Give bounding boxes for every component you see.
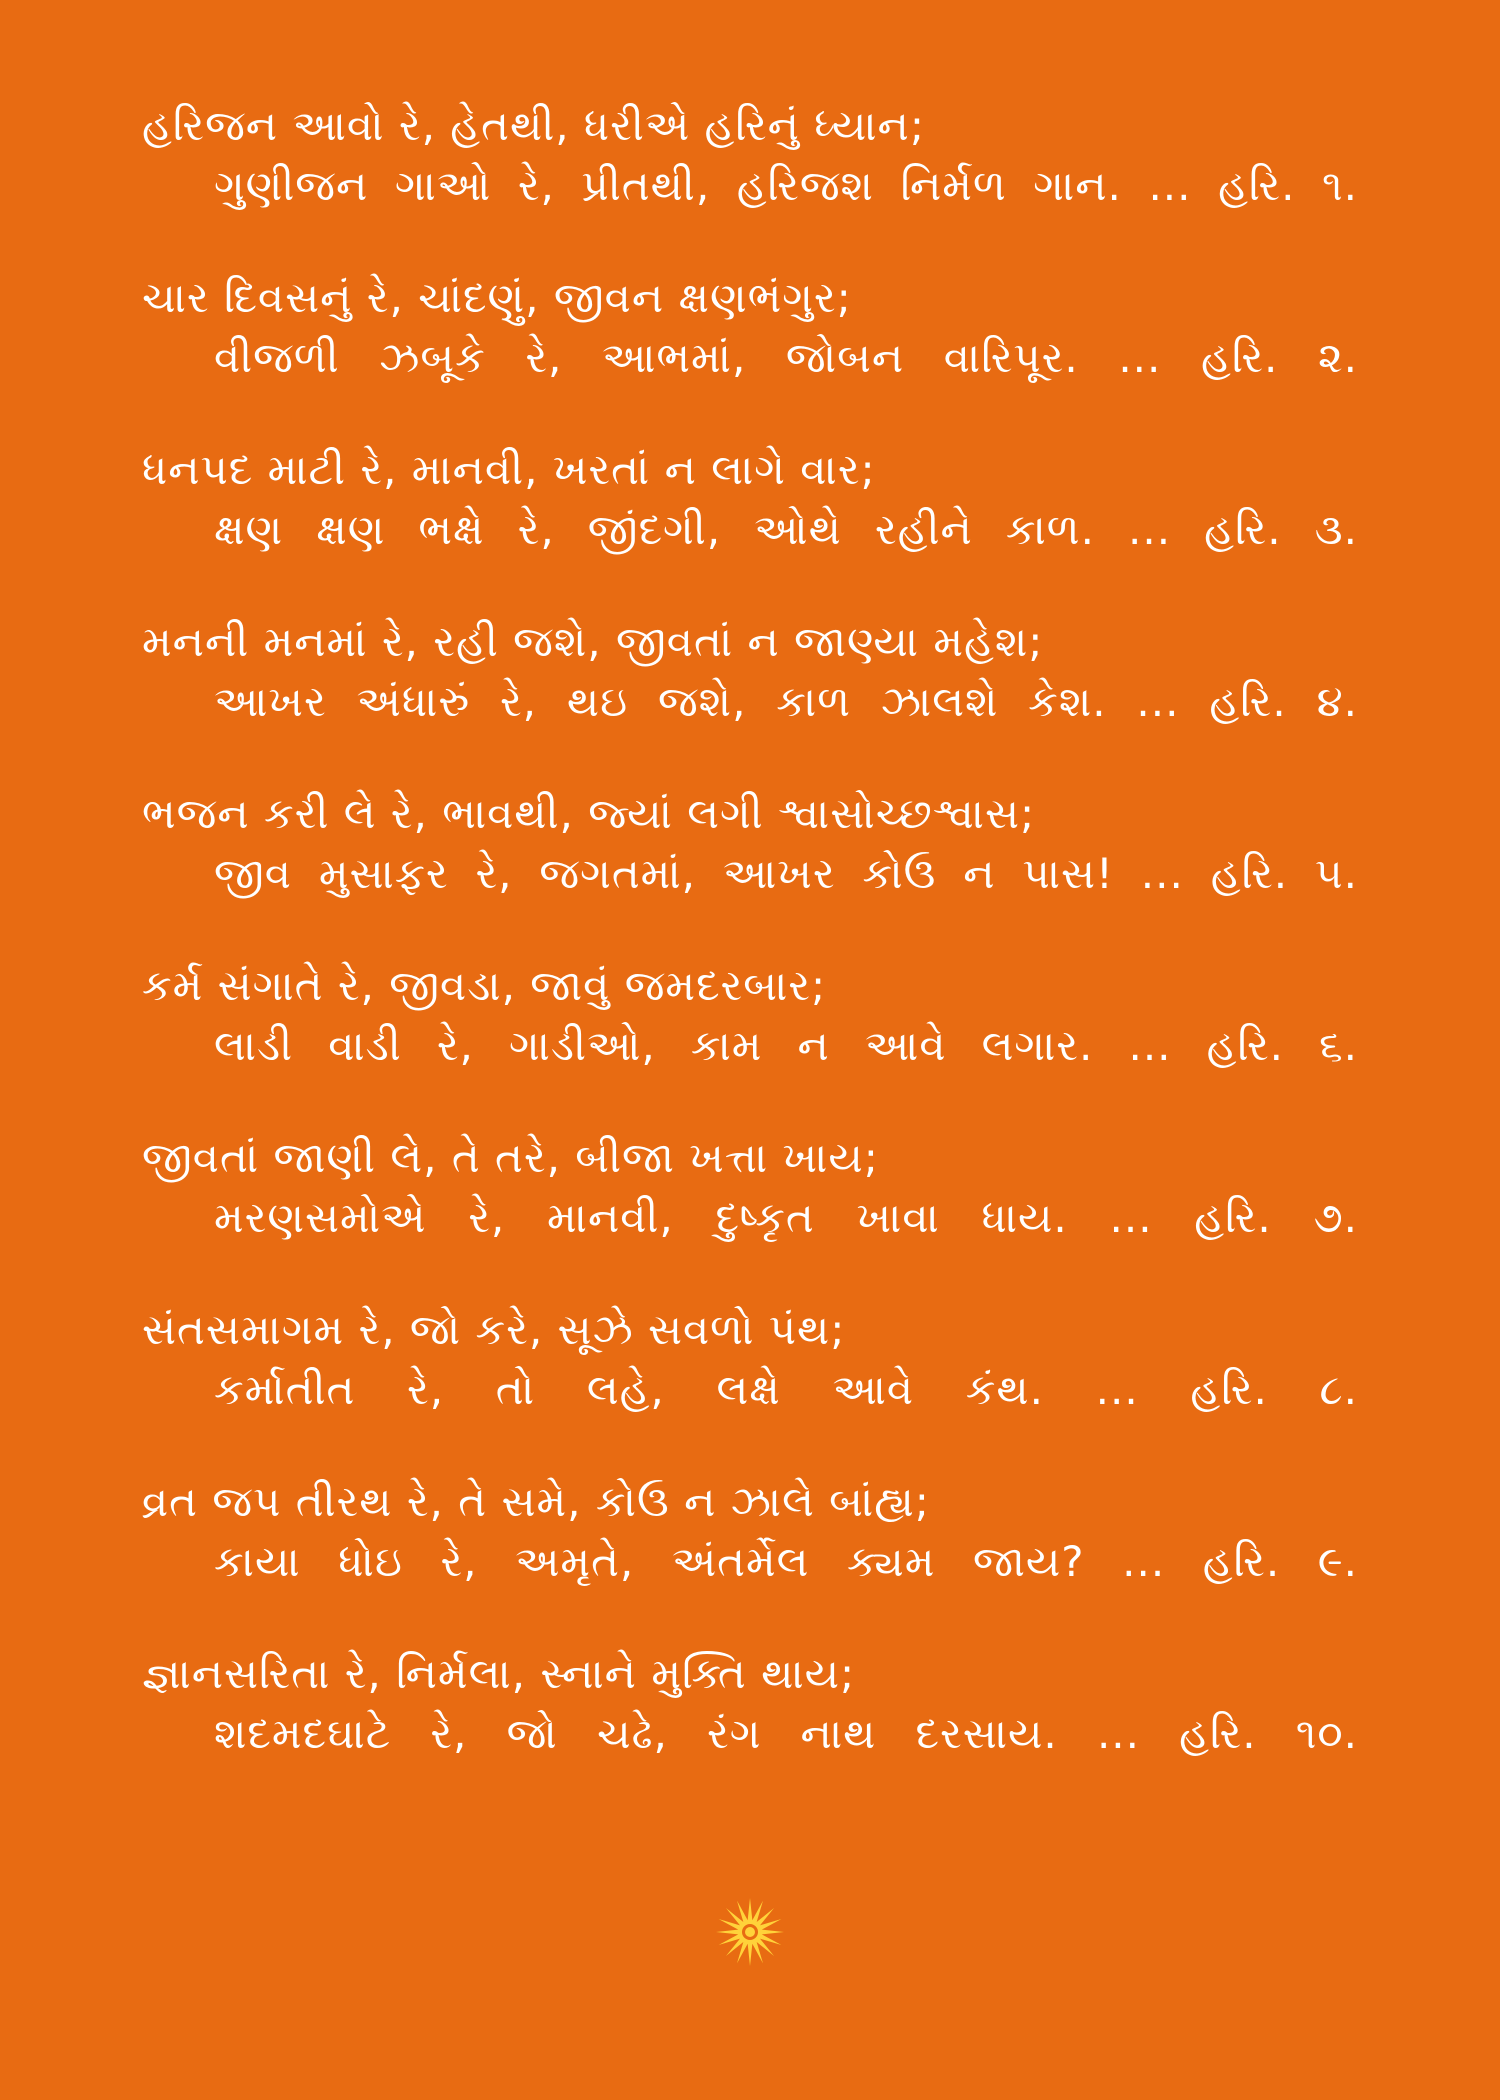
stanza-line-2: કર્માતીત રે, તો લહે, લક્ષે આવે કંથ. ... હરિ. ૮. bbox=[214, 1365, 1358, 1414]
stanza-line-1: ધનપદ માટી રે, માનવી, ખરતાં ન લાગે વાર; bbox=[142, 445, 876, 494]
stanza-line-2: શદમદઘાટે રે, જો ચઢે, રંગ નાથ દરસાય. ... હરિ. ૧૦. bbox=[214, 1709, 1358, 1758]
stanza-line-2: કાયા ધોઇ રે, અમૃતે, અંતર્મેલ ક્યમ જાય? ... હરિ. ૯. bbox=[214, 1537, 1358, 1586]
stanza-line-1: જીવતાં જાણી લે, તે તરે, બીજા ખત્તા ખાય; bbox=[142, 1133, 879, 1182]
stanza-4 bbox=[142, 612, 1358, 732]
stanza-line-1: ચાર દિવસનું રે, ચાંદણું, જીવન ક્ષણભંગુર; bbox=[142, 273, 852, 322]
stanza-line-1: વ્રત જપ તીરથ રે, તે સમે, કોઉ ન ઝાલે બાંહ્ય; bbox=[142, 1477, 930, 1526]
stanza-line-2: લાડી વાડી રે, ગાડીઓ, કામ ન આવે લગાર. ... હરિ. ૬. bbox=[214, 1021, 1358, 1070]
stanza-line-1: કર્મ સંગાતે રે, જીવડા, જાવું જમદરબાર; bbox=[142, 961, 827, 1010]
stanza-line-1: જ્ઞાનસરિતા રે, નિર્મલા, સ્નાને મુક્તિ થાય; bbox=[142, 1649, 856, 1698]
sunburst-icon bbox=[714, 1896, 786, 1968]
stanza-1 bbox=[142, 96, 1358, 216]
stanza-line-2: જીવ મુસાફર રે, જગતમાં, આખર કોઉ ન પાસ! ... હરિ. ૫. bbox=[214, 849, 1358, 898]
stanza-8 bbox=[142, 1300, 1358, 1420]
stanza-10 bbox=[142, 1644, 1358, 1764]
stanza-line-2: વીજળી ઝબૂકે રે, આભમાં, જોબન વારિપૂર. ... હરિ. ૨. bbox=[214, 333, 1358, 382]
stanza-5 bbox=[142, 784, 1358, 904]
stanza-3 bbox=[142, 440, 1358, 560]
stanza-line-1: હરિજન આવો રે, હેતથી, ધરીએ હરિનું ધ્યાન; bbox=[142, 101, 925, 150]
stanza-line-2: ગુણીજન ગાઓ રે, પ્રીતથી, હરિજશ નિર્મળ ગાન. ... હરિ. ૧. bbox=[214, 161, 1358, 210]
stanza-2 bbox=[142, 268, 1358, 388]
stanza-7 bbox=[142, 1128, 1358, 1248]
stanza-line-1: ભજન કરી લે રે, ભાવથી, જ્યાં લગી શ્વાસોચ્છશ્વાસ; bbox=[142, 789, 1036, 838]
stanza-line-2: મરણસમોએ રે, માનવી, દુષ્કૃત ખાવા ધાય. ... હરિ. ૭. bbox=[214, 1193, 1358, 1242]
stanza-9 bbox=[142, 1472, 1358, 1592]
stanza-6 bbox=[142, 956, 1358, 1076]
stanza-line-1: મનની મનમાં રે, રહી જશે, જીવતાં ન જાણ્યા મહેશ; bbox=[142, 617, 1044, 666]
stanza-line-2: આખર અંધારું રે, થઇ જશે, કાળ ઝાલશે કેશ. ... હરિ. ૪. bbox=[214, 677, 1358, 726]
stanza-line-2: ક્ષણ ક્ષણ ભક્ષે રે, જીંદગી, ઓથે રહીને કાળ. ... હરિ. ૩. bbox=[214, 505, 1358, 554]
stanza-line-1: સંતસમાગમ રે, જો કરે, સૂઝે સવળો પંથ; bbox=[142, 1305, 846, 1354]
